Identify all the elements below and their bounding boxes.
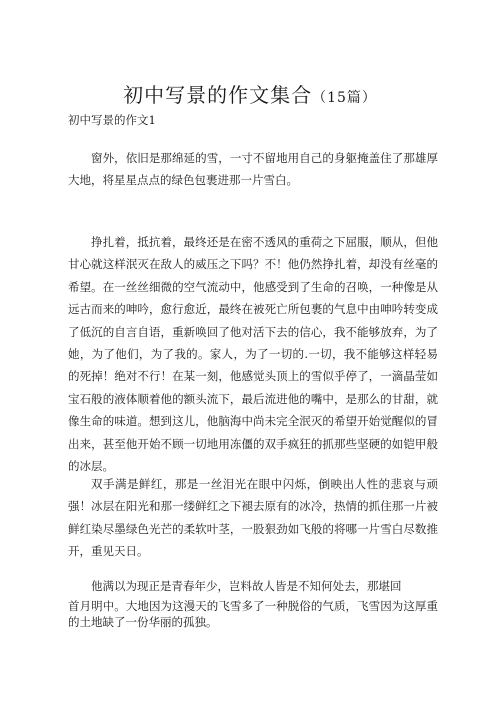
paragraph-3: 双手满是鲜红，那是一丝泪光在眼中闪烁，倒映出人性的悲哀与顽强！冰层在阳光和那一缕鲜红之下褪去原有的冰冷，热情的抓住那一片被鲜红染尽墨绿色光芒的柔软叶茎，一股狠劲如飞般的将哪一片雪白尽数推开，重见天日。 xyxy=(68,477,438,559)
title-text: 初中写景的作文集合 xyxy=(123,83,313,107)
title-count: （15篇） xyxy=(312,90,377,106)
section-heading: 初中写景的作文1 xyxy=(68,113,156,127)
paragraph-1: 窗外，依旧是那绵延的雪，一寸不留地用自己的身躯掩盖住了那雄厚大地，将星星点点的绿色包裹进那一片雪白。 xyxy=(68,151,438,188)
paragraph-4: 他满以为现正是青春年少，岂料故人皆是不知何处去，那堪回 xyxy=(91,579,402,593)
paragraph-5: 首月明中。大地因为这漫天的飞雪多了一种脱俗的气质，飞雪因为这厚重的土地缺了一份华丽的孤独。 xyxy=(68,599,438,629)
paragraph-2: 挣扎着，抵抗着，最终还是在密不透风的重荷之下屈服，顺从，但他甘心就这样泯灭在敌人的威压之下吗？不！他仍然挣扎着，却没有丝毫的希望。在一丝丝细微的空气流动中，他感受到了生命的召唤，一种像是从远古而来的呻吟，愈行愈近，最终在被死亡所包裹的气息中由呻吟转变成了低沉的自言自语，重新唤回了他对活下去的信心，我不能够放弃，为了她，为了他们，为了我的。家人，为了一切的.一切，我不能够这样轻易的死掉！绝对不行！在某一刻，他感觉头顶上的雪似乎停了，一滴晶莹如宝石般的液体顺着他的额头流下，最后流进他的嘴中，是那么的甘甜，就像生命的味道。想到这儿，他脑海中尚未完全泯灭的希望开始觉醒似的冒出来，甚至他开始不顾一切地用冻僵的双手疯狂的抓那些坚硬的如铠甲般的冰层。 xyxy=(68,235,438,474)
document-title xyxy=(0,81,500,112)
